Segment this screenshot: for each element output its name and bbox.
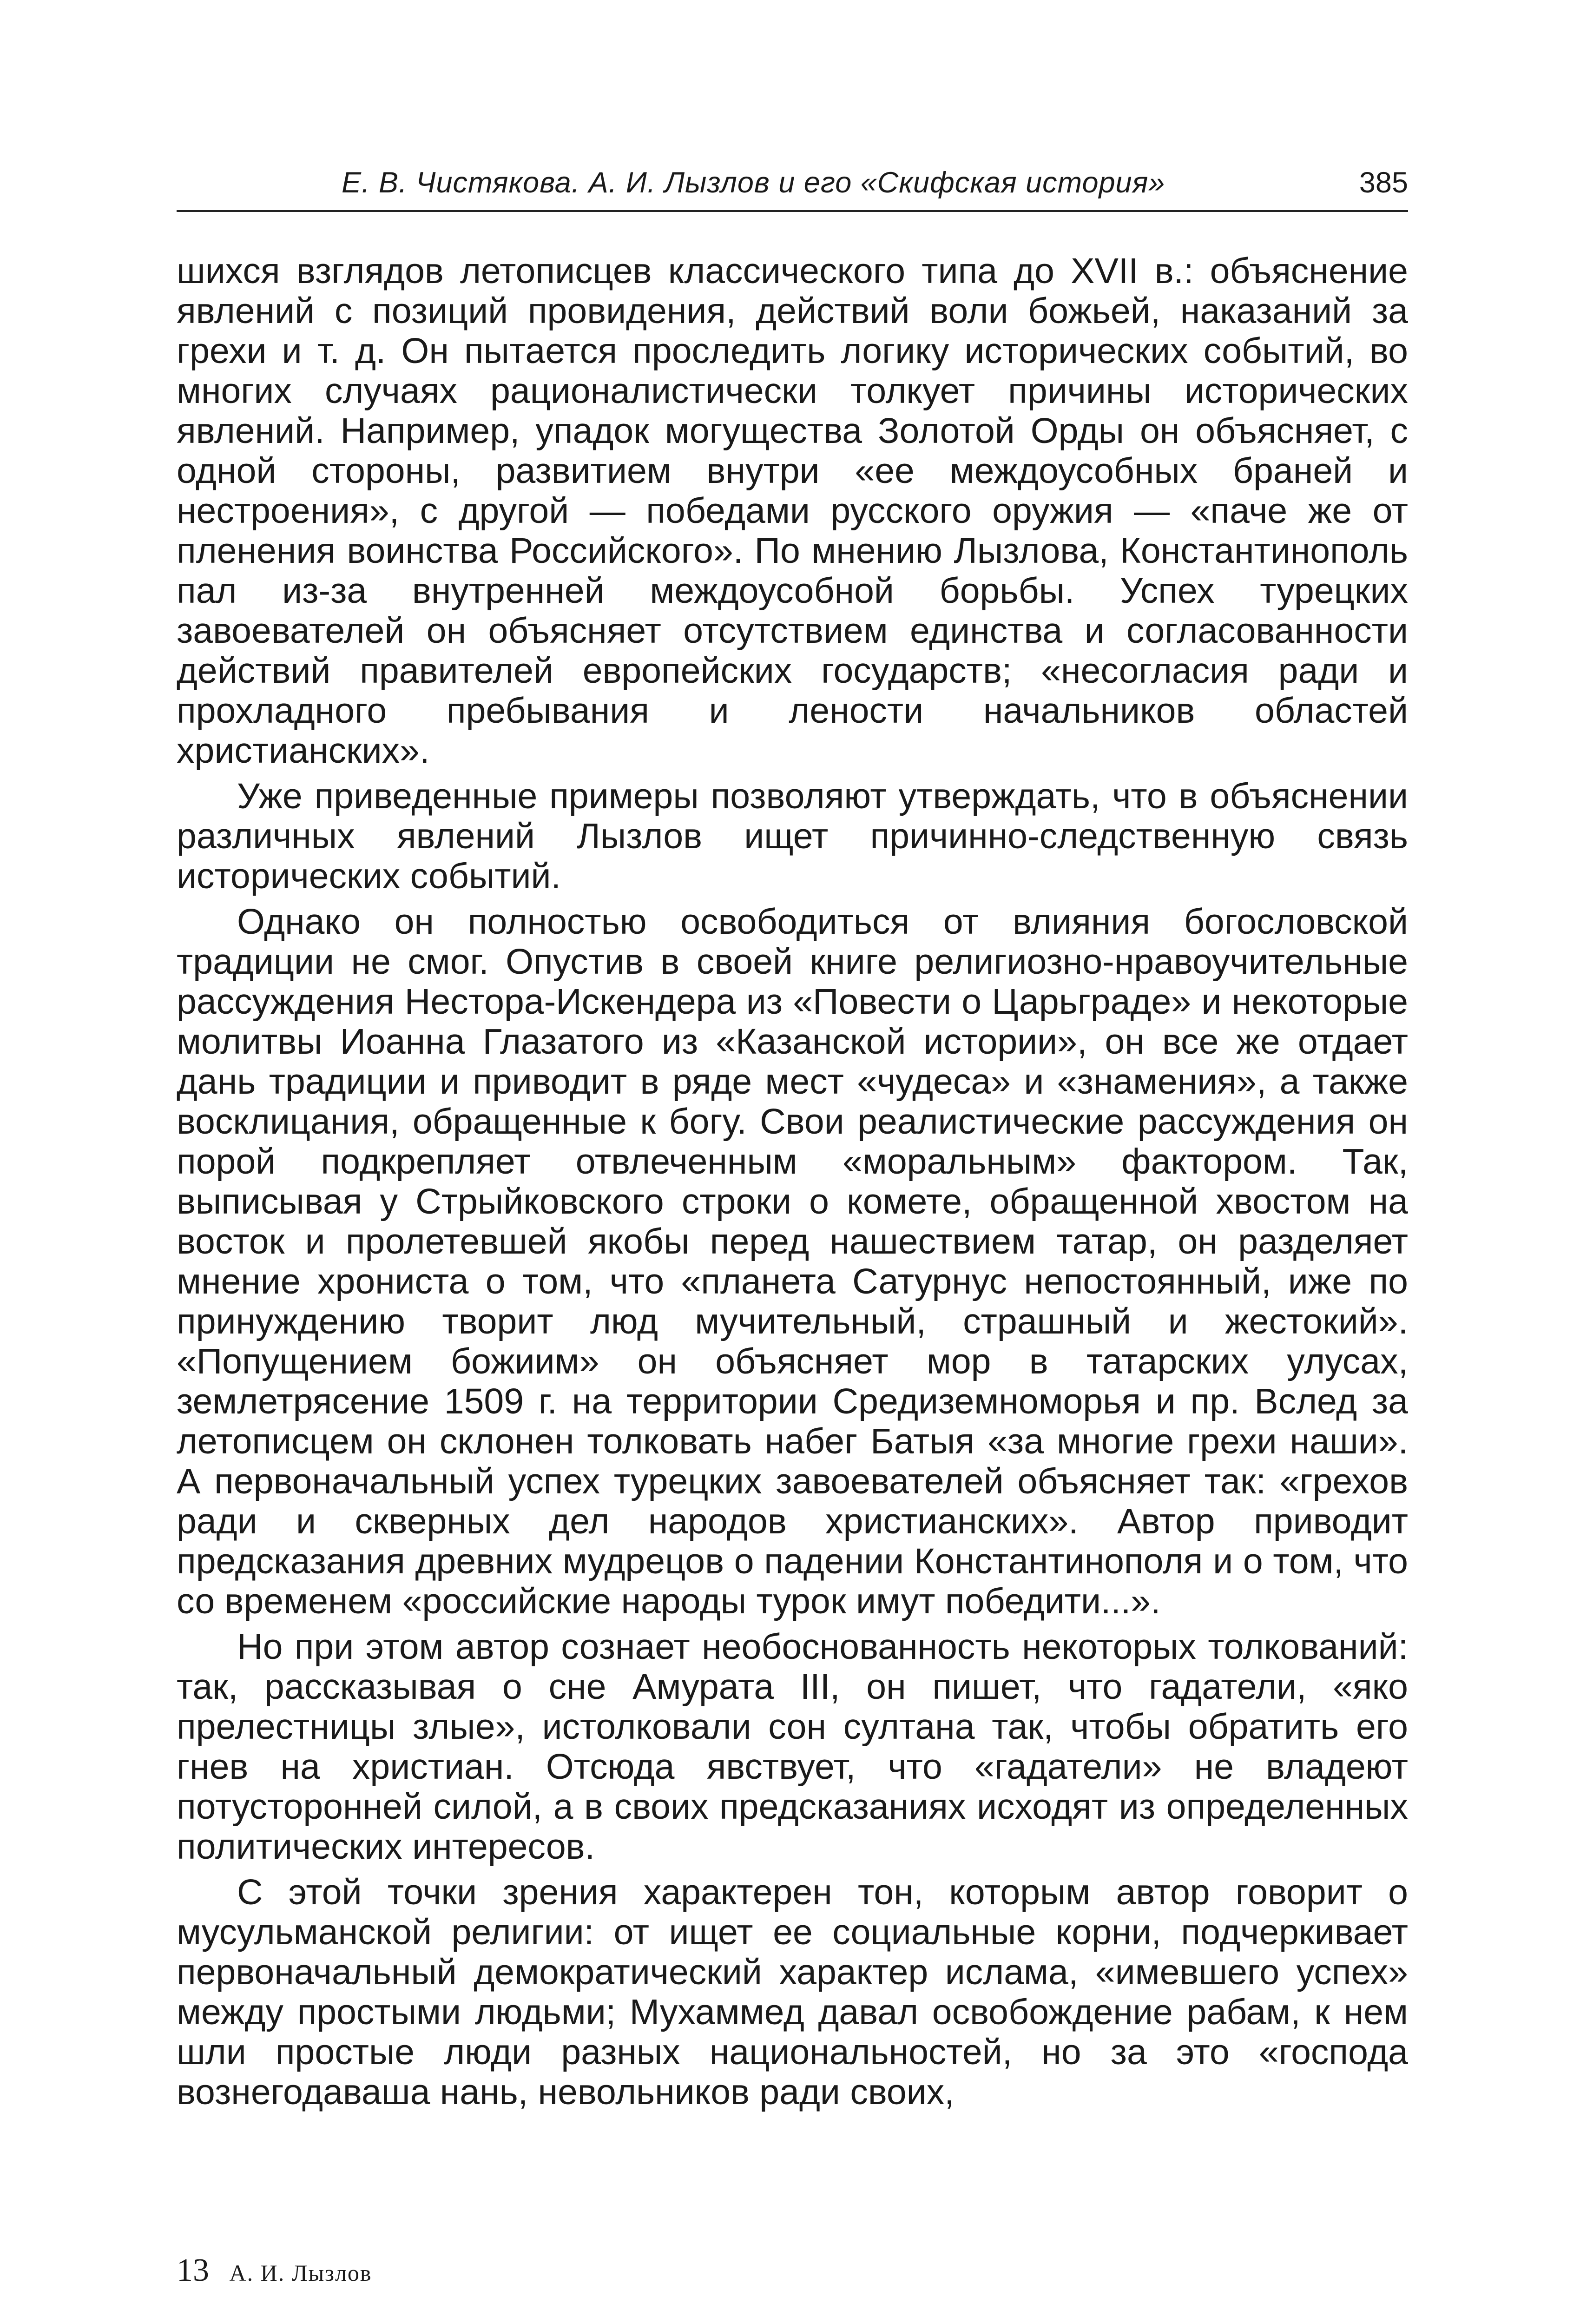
paragraph: С этой точки зрения характерен тон, которым автор говорит о мусульманской религии: от ищет ее социальные корни, подчеркивает первоначальный демократический характер ислама, «имевшего успех» между простыми людьми; Мухаммед давал освобождение рабам, к нем шли простые люди разных национальностей, но за это «господа вознегодаваша нань, невольников ради своих,: [177, 1872, 1408, 2112]
running-head-title: Е. В. Чистякова. А. И. Лызлов и его «Скифская история»: [342, 166, 1165, 199]
paragraph: Однако он полностью освободиться от влияния богословской традиции не смог. Опустив в своей книге религиозно-нравоучительные рассуждения Нестора-Искендера из «Повести о Царьграде» и некоторые молитвы Иоанна Глазатого из «Казанской истории», он все же отдает дань традиции и приводит в ряде мест «чудеса» и «знамения», а также восклицания, обращенные к богу. Свои реалистические рассуждения он порой подкрепляет отвлеченным «моральным» фактором. Так, выписывая у Стрыйковского строки о комете, обращенной хвостом на восток и пролетевшей якобы перед нашествием татар, он разделяет мнение хрониста о том, что «планета Сатурнус непостоянный, иже по принуждению творит люд мучительный, страшный и жестокий». «Попущением божиим» он объясняет мор в татарских улусах, землетрясение 1509 г. на территории Средиземноморья и пр. Вслед за летописцем он склонен толковать набег Батыя «за многие грехи наши». А первоначальный успех турецких завоевателей объясняет так: «грехов ради и скверных дел народов христианских». Автор приводит предсказания древних мудрецов о падении Константинополя и о том, что со временем «российские народы турок имут победити...».: [177, 902, 1408, 1621]
signature-number: 13: [177, 2252, 209, 2288]
printer-signature: [177, 2250, 372, 2291]
paragraph: Уже приведенные примеры позволяют утверждать, что в объяснении различных явлений Лызлов ищет причинно-следственную связь исторических событий.: [177, 776, 1408, 896]
page-number: 385: [1359, 166, 1408, 199]
header-rule: [177, 210, 1408, 212]
body-text: [177, 251, 1408, 2112]
paragraph: Но при этом автор сознает необоснованность некоторых толкований: так, рассказывая о сне Амурата III, он пишет, что гадатели, «яко прелестницы злые», истолковали сон султана так, чтобы обратить его гнев на христиан. Отсюда явствует, что «гадатели» не владеют потусторонней силой, а в своих предсказаниях исходят из определенных политических интересов.: [177, 1627, 1408, 1867]
running-head: [177, 157, 1408, 208]
paragraph-continued: шихся взглядов летописцев классического типа до XVII в.: объяснение явлений с позиций провидения, действий воли божьей, наказаний за грехи и т. д. Он пытается проследить логику исторических событий, во многих случаях рационалистически толкует причины исторических явлений. Например, упадок могущества Золотой Орды он объясняет, с одной стороны, развитием внутри «ее междоусобных браней и нестроения», с другой — победами русского оружия — «паче же от пленения воинства Российского». По мнению Лызлова, Константинополь пал из-за внутренней междоусобной борьбы. Успех турецких завоевателей он объясняет отсутствием единства и согласованности действий правителей европейских государств; «несогласия ради и прохладного пребывания и лености начальников областей христианских».: [177, 251, 1408, 771]
signature-text: А. И. Лызлов: [229, 2260, 372, 2286]
